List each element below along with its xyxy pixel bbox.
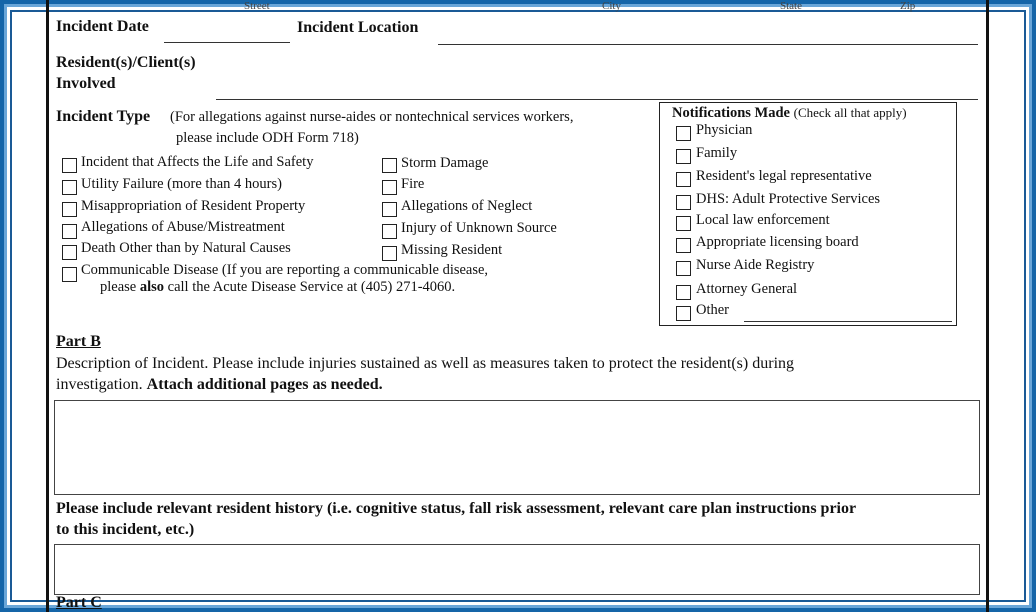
resident-history-prompt: Please include relevant resident history (i.e. cognitive status, fall risk assessment, relevant care plan instructions prior xyxy=(56,500,857,517)
incident-location-label: Incident Location xyxy=(297,19,419,36)
checkbox-law-enforcement[interactable] xyxy=(676,216,691,231)
incident-date-label: Incident Date xyxy=(56,18,149,35)
other-field[interactable] xyxy=(744,321,952,322)
zip-sublabel: Zip xyxy=(900,0,916,12)
checkbox-misappropriation[interactable] xyxy=(62,202,77,217)
checkbox-storm-damage[interactable] xyxy=(382,158,397,173)
option-communicable: Communicable Disease (If you are reporting a communicable disease, xyxy=(81,262,489,278)
state-sublabel: State xyxy=(780,0,802,12)
option-storm-damage: Storm Damage xyxy=(401,155,489,171)
resident-history-prompt-cont: to this incident, etc.) xyxy=(56,521,195,538)
checkbox-abuse[interactable] xyxy=(62,224,77,239)
notif-family: Family xyxy=(696,145,738,161)
communicable-note: please also call the Acute Disease Service at (405) 271-4060. xyxy=(100,279,456,295)
checkbox-missing-resident[interactable] xyxy=(382,246,397,261)
notif-nurse-aide-registry: Nurse Aide Registry xyxy=(696,257,815,273)
incident-description-box[interactable] xyxy=(54,400,980,495)
notif-dhs: DHS: Adult Protective Services xyxy=(696,191,881,207)
checkbox-life-safety[interactable] xyxy=(62,158,77,173)
checkbox-fire[interactable] xyxy=(382,180,397,195)
residents-label-cont: Involved xyxy=(56,75,116,92)
option-abuse: Allegations of Abuse/Mistreatment xyxy=(81,219,285,235)
incident-type-note-cont: please include ODH Form 718) xyxy=(176,130,359,146)
form-page xyxy=(12,0,1024,612)
part-b-heading: Part B xyxy=(56,333,101,350)
checkbox-nurse-aide-registry[interactable] xyxy=(676,261,691,276)
incident-type-note: (For allegations against nurse-aides or nontechnical services workers, xyxy=(170,109,574,125)
checkbox-licensing-board[interactable] xyxy=(676,238,691,253)
residents-field[interactable] xyxy=(216,99,978,100)
notif-law-enforcement: Local law enforcement xyxy=(696,212,830,228)
incident-date-field[interactable] xyxy=(164,42,290,43)
residents-label: Resident(s)/Client(s) xyxy=(56,54,196,71)
resident-history-box[interactable] xyxy=(54,544,980,595)
notif-licensing-board: Appropriate licensing board xyxy=(696,234,859,250)
option-fire: Fire xyxy=(401,176,425,192)
street-sublabel: Street xyxy=(244,0,270,12)
notif-physician: Physician xyxy=(696,122,753,138)
part-b-description-cont: investigation. Attach additional pages as needed. xyxy=(56,376,383,393)
option-utility-failure: Utility Failure (more than 4 hours) xyxy=(81,176,282,192)
checkbox-other[interactable] xyxy=(676,306,691,321)
incident-type-label: Incident Type xyxy=(56,108,151,125)
notifications-header: Notifications Made (Check all that apply) xyxy=(672,105,907,121)
checkbox-utility-failure[interactable] xyxy=(62,180,77,195)
option-missing-resident: Missing Resident xyxy=(401,242,503,258)
checkbox-death[interactable] xyxy=(62,245,77,260)
checkbox-family[interactable] xyxy=(676,149,691,164)
option-neglect: Allegations of Neglect xyxy=(401,198,533,214)
checkbox-communicable[interactable] xyxy=(62,267,77,282)
checkbox-unknown-injury[interactable] xyxy=(382,224,397,239)
city-sublabel: City xyxy=(602,0,621,12)
page-right-rule xyxy=(986,0,989,612)
checkbox-legal-rep[interactable] xyxy=(676,172,691,187)
option-misappropriation: Misappropriation of Resident Property xyxy=(81,198,306,214)
incident-location-field[interactable] xyxy=(438,44,978,45)
checkbox-neglect[interactable] xyxy=(382,202,397,217)
checkbox-dhs[interactable] xyxy=(676,195,691,210)
part-c-heading: Part C xyxy=(56,594,102,611)
option-death: Death Other than by Natural Causes xyxy=(81,240,291,256)
part-b-description: Description of Incident. Please include injuries sustained as well as measures taken to protect the resident(s) during xyxy=(56,355,795,372)
checkbox-physician[interactable] xyxy=(676,126,691,141)
notif-legal-rep: Resident's legal representative xyxy=(696,168,872,184)
page-left-rule xyxy=(46,0,49,612)
notif-attorney-general: Attorney General xyxy=(696,281,798,297)
notif-other: Other xyxy=(696,302,730,318)
checkbox-attorney-general[interactable] xyxy=(676,285,691,300)
option-life-safety: Incident that Affects the Life and Safety xyxy=(81,154,314,170)
option-unknown-injury: Injury of Unknown Source xyxy=(401,220,557,236)
